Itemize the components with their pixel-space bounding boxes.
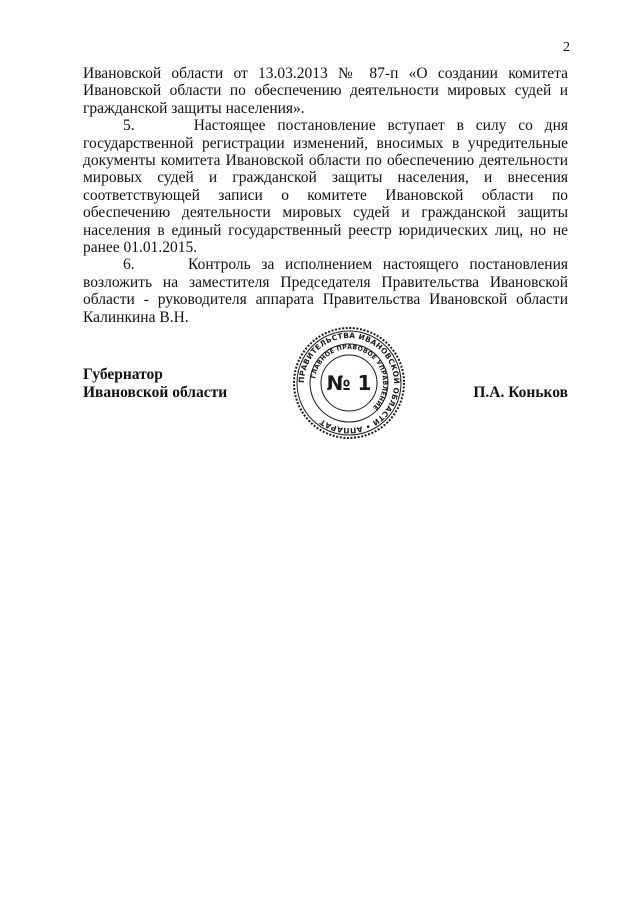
seal-center-number: № 1: [326, 371, 372, 395]
signer-name: П.А. Коньков: [473, 384, 568, 401]
page-number: 2: [563, 40, 570, 55]
signer-title: [83, 366, 227, 402]
paragraph-item-5: 5. Настоящее постановление вступает в силу со дня государственной регистрации изменений, вносимых в учредительные документы комитета Ивановской области по обеспечению деятельности мировых судей и гражданской защиты населения, и внесения соответствующей записи о комитете Ивановской области по обеспечению деятельности мировых судей и гражданской защиты населения в единый государственный реестр юридических лиц, но не ранее 01.01.2015.: [83, 117, 568, 257]
seal-outer-text: ПРАВИТЕЛЬСТВА ИВАНОВСКОЙ ОБЛАСТИ • АППАРАТ: [296, 330, 402, 436]
signer-title-line-1: Губернатор: [83, 366, 163, 383]
paragraph-item-6: 6. Контроль за исполнением настоящего постановления возложить на заместителя Председателя Правительства Ивановской области - руководителя аппарата Правительства Ивановской области Калинкина В.Н.: [83, 256, 568, 326]
document-body: [83, 65, 568, 326]
signer-title-line-2: Ивановской области: [83, 384, 228, 401]
seal-inner-text: ГЛАВНОЕ ПРАВОВОЕ УПРАВЛЕНИЕ: [310, 343, 389, 412]
paragraph-continuation: Ивановской области от 13.03.2013 № 87-п «О создании комитета Ивановской области по обеспечению деятельности мировых судей и гражданской защиты населения».: [83, 65, 568, 117]
official-seal: [292, 326, 406, 440]
